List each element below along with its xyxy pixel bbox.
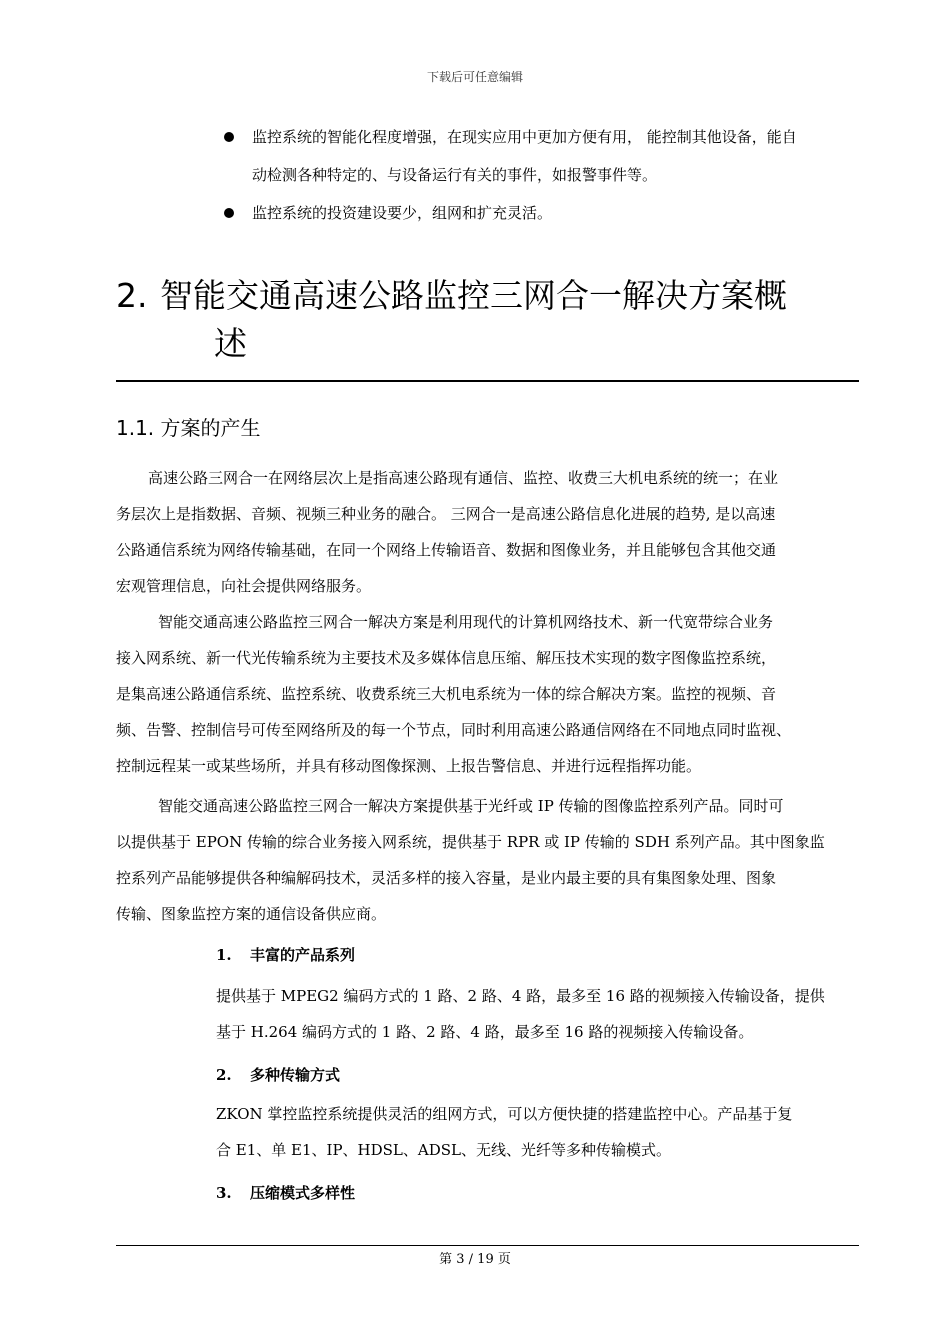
feature-line: 基于 H.264 编码方式的 1 路、2 路、4 路，最多至 16 路的视频接入传输设备。: [216, 1023, 754, 1041]
paragraph-line: 务层次上是指数据、音频、视频三种业务的融合。 三网合一是高速公路信息化进展的趋势, 是以高速: [116, 505, 776, 523]
subsection-title: 方案的产生: [160, 416, 261, 440]
paragraph-line: 公路通信系统为网络传输基础，在同一个网络上传输语音、数据和图像业务，并且能够包含其他交通: [116, 541, 777, 559]
bullet-item: [224, 194, 864, 232]
section-title-line: 述: [214, 324, 247, 363]
page-header-note: 下载后可任意编辑: [426, 70, 523, 84]
feature-title: 多种传输方式: [250, 1066, 341, 1084]
paragraph-line: 是集高速公路通信系统、监控系统、收费系统三大机电系统为一体的综合解决方案。监控的视频、音: [116, 685, 777, 703]
subsection-heading: [116, 412, 261, 444]
feature-body: [216, 1096, 860, 1168]
bullet-line: 监控系统的投资建设要少，组网和扩充灵活。: [252, 204, 553, 222]
feature-heading: [216, 1178, 355, 1208]
feature-number: 2.: [216, 1066, 232, 1084]
section-title-line: 智能交通高速公路监控三网合一解决方案概: [160, 276, 787, 315]
paragraph-line: 智能交通高速公路监控三网合一解决方案提供基于光纤或 IP 传输的图像监控系列产品。同时可: [158, 797, 784, 815]
paragraph-line: 频、告警、控制信号可传至网络所及的每一个节点，同时利用高速公路通信网络在不同地点同时监视、: [116, 721, 792, 739]
feature-line: 合 E1、单 E1、IP、HDSL、ADSL、无线、光纤等多种传输模式。: [216, 1141, 671, 1159]
paragraph-line: 高速公路三网合一在网络层次上是指高速公路现有通信、监控、收费三大机电系统的统一；在业: [148, 469, 779, 487]
bullet-dot-icon: [224, 208, 234, 218]
paragraph-line: 宏观管理信息，向社会提供网络服务。: [116, 577, 372, 595]
page-number: 第 3 / 19 页: [439, 1252, 511, 1267]
feature-title: 丰富的产品系列: [250, 946, 356, 964]
paragraph-line: 控制远程某一或某些场所，并具有移动图像探测、上报告警信息、并进行远程指挥功能。: [116, 757, 702, 775]
subsection-number: 1.1.: [116, 416, 155, 440]
feature-line: ZKON 掌控监控系统提供灵活的组网方式，可以方便快捷的搭建监控中心。产品基于复: [216, 1105, 793, 1123]
feature-body: [216, 978, 860, 1050]
paragraph-line: 控系列产品能够提供各种编解码技术，灵活多样的接入容量，是业内最主要的具有集图象处理、图象: [116, 869, 777, 887]
body-paragraph: [116, 460, 858, 604]
bullet-line: 动检测各种特定的、与设备运行有关的事件，如报警事件等。: [252, 166, 658, 184]
bullet-item: [224, 118, 864, 194]
feature-heading: [216, 940, 355, 970]
paragraph-line: 接入网系统、新一代光传输系统为主要技术及多媒体信息压缩、解压技术实现的数字图像监控系统，: [116, 649, 777, 667]
body-paragraph: [116, 788, 858, 932]
bullet-line: 监控系统的智能化程度增强，在现实应用中更加方便有用， 能控制其他设备，能自: [252, 128, 797, 146]
feature-heading: [216, 1060, 340, 1090]
feature-number: 1.: [216, 946, 232, 964]
feature-number: 3.: [216, 1184, 232, 1202]
section-number: 2.: [116, 276, 148, 315]
feature-line: 提供基于 MPEG2 编码方式的 1 路、2 路、4 路，最多至 16 路的视频接入传输设备，提供: [216, 987, 825, 1005]
paragraph-line: 智能交通高速公路监控三网合一解决方案是利用现代的计算机网络技术、新一代宽带综合业务: [158, 613, 774, 631]
paragraph-line: 以提供基于 EPON 传输的综合业务接入网系统，提供基于 RPR 或 IP 传输的 SDH 系列产品。其中图象监: [116, 833, 825, 851]
paragraph-line: 传输、图象监控方案的通信设备供应商。: [116, 905, 387, 923]
section-divider: [116, 380, 859, 382]
section-heading: [116, 272, 856, 368]
feature-title: 压缩模式多样性: [250, 1184, 356, 1202]
bullet-dot-icon: [224, 132, 234, 142]
body-paragraph: [116, 604, 858, 784]
footer-divider: [116, 1245, 859, 1246]
